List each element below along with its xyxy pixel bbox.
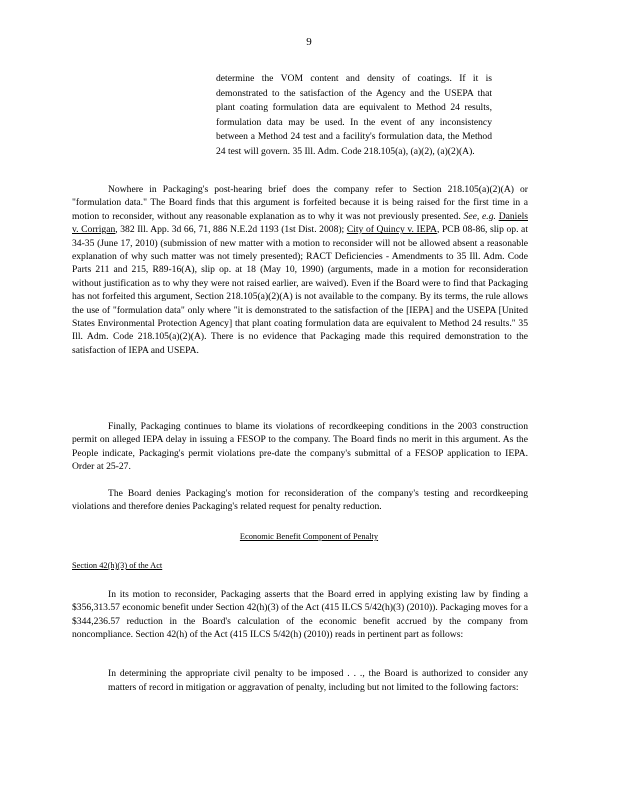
- paragraph-text: Nowhere in Packaging's post-hearing brief does the company refer to Section 218.105(a)(2)(A) or "formulation data." The Board finds that this argument is forfeited because it is being raised for the first time in a motion to reconsider, without any reasonable explanation as to why it was not previously presented.: [72, 184, 528, 222]
- paragraph-fesop-delay: Finally, Packaging continues to blame its violations of recordkeeping conditions in the 2003 construction permit on alleged IEPA delay in issuing a FESOP to the company. The Board finds no merit in this argument. As the People indicate, Packaging's permit violations pre-date the company's submittal of a FESOP application to IEPA. Order at 25-27.: [72, 421, 528, 473]
- subsection-heading: [72, 561, 162, 570]
- paragraph-text: , PCB 08-86, slip op. at 34-35 (June 17, 2010) (submission of new matter with a motion to reconsider will not be allowed absent a reasonable explanation of why such matter was not timely presented); RACT Deficiencies - Amendments to 35 Ill. Adm. Code Parts 211 and 215, R89-16(A), slip op. at 18 (May 10, 1990) (arguments, made in a motion for reconsideration without justification as to why they were not raised earlier, are waived). Even if the Board were to find that Packaging has not forfeited this argument, Section 218.105(a)(2)(A) is not available to the company. By its terms, the rule allows the use of "formulation data" only where "it is demonstrated to the satisfaction of the [IEPA] and the USEPA [United States Environmental Protection Agency] that plant coating formulation data are equivalent to Method 24 results." 35 Ill. Adm. Code 218.105(a)(2)(A). There is no evidence that Packaging made this required demonstration to the satisfaction of IEPA and USEPA.: [72, 224, 528, 356]
- paragraph-economic-benefit: In its motion to reconsider, Packaging asserts that the Board erred in applying existing law by finding a $356,313.57 economic benefit under Section 42(h)(3) of the Act (415 ILCS 5/42(h)(3) (2010)). Packaging moves for a $344,236.57 reduction in the Board's calculation of the economic benefit accrued by the company from noncompliance. Section 42(h) of the Act (415 ILCS 5/42(h) (2010)) reads in pertinent part as follows:: [72, 589, 528, 641]
- paragraph-forfeiture: [72, 183, 528, 357]
- section-heading: [0, 532, 618, 541]
- case-name: City of Quincy v. IEPA: [346, 224, 437, 236]
- block-quote-section-42h: In determining the appropriate civil penalty to be imposed . . ., the Board is authorized to consider any matters of record in mitigation or aggravation of penalty, including but not limited to the following factors:: [108, 668, 528, 694]
- case-name: Daniels v. Corrigan: [72, 210, 528, 236]
- citation-signal: See, e.g.: [463, 210, 496, 222]
- paragraph-text: , 382 Ill. App. 3d 66, 71, 886 N.E.2d 1193 (1st Dist. 2008);: [115, 224, 345, 236]
- subsection-heading-text: Section 42(h)(3) of the Act: [72, 561, 163, 570]
- paragraph-denial: The Board denies Packaging's motion for reconsideration of the company's testing and recordkeeping violations and therefore denies Packaging's related request for penalty reduction.: [72, 488, 528, 513]
- page-number: 9: [306, 36, 312, 48]
- block-quote-formulation-data: determine the VOM content and density of coatings. If it is demonstrated to the satisfaction of the Agency and the USEPA that plant coating formulation data are equivalent to Method 24 results, formulation data may be used. In the event of any inconsistency between a Method 24 test and a facility's formulation data, the Method 24 test will govern. 35 Ill. Adm. Code 218.105(a), (a)(2), (a)(2)(A).: [216, 73, 492, 157]
- section-heading-text: Economic Benefit Component of Penalty: [239, 532, 379, 541]
